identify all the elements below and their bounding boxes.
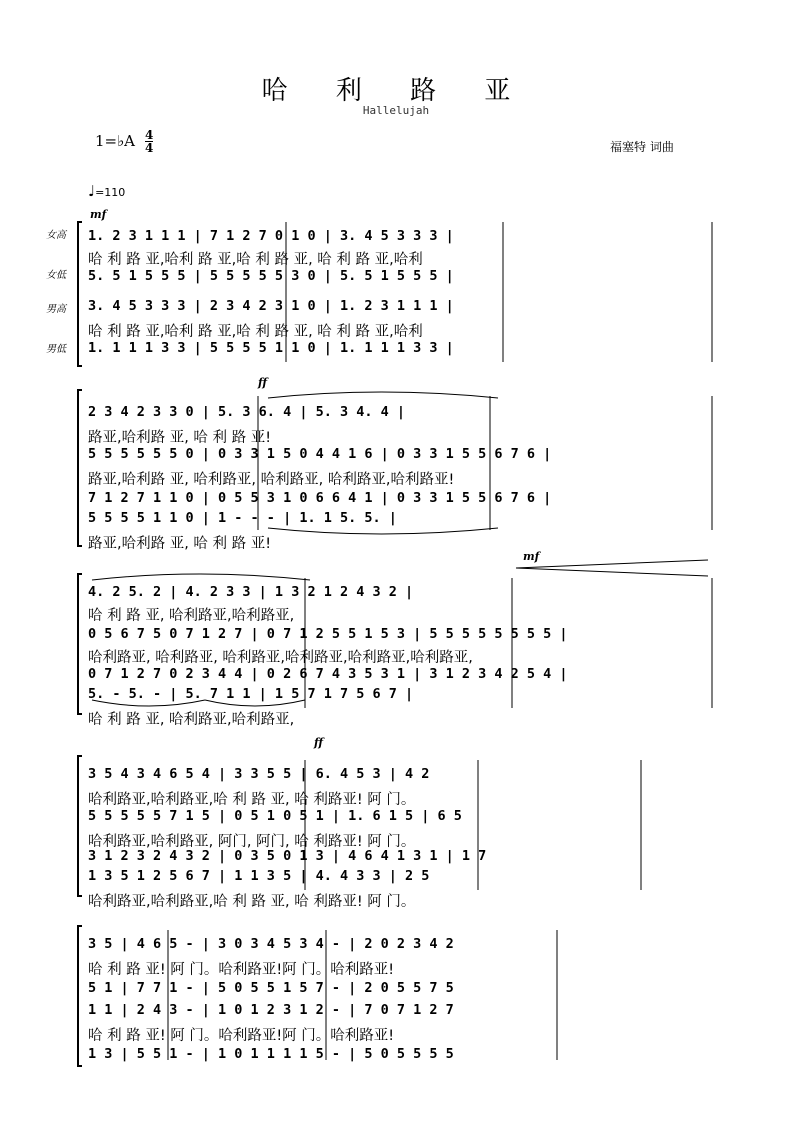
- notation-row-2-3: 5 5 5 5 5 5 0 | 0 3 3 1 5 0 4 4 1 6 | 0 3 3 1 5 5 6 7 6 |: [88, 446, 552, 462]
- lyric-row-2-4: 路亚,哈利路 亚, 哈利路亚, 哈利路亚, 哈利路亚,哈利路亚!: [88, 472, 455, 488]
- notation-row-5-3: 5 1 | 7 7 1 - | 5 0 5 5 1 5 7 - | 2 0 5 5 7 5: [88, 980, 454, 996]
- slur-1: [268, 392, 498, 398]
- notation-row-1-4: 3. 4 5 3 3 3 | 2 3 4 2 3 1 0 | 1. 2 3 1 1 1 |: [88, 298, 454, 314]
- lyric-row-2-2: 路亚,哈利路 亚, 哈 利 路 亚!: [88, 430, 272, 446]
- slur-4: [92, 700, 205, 706]
- tempo-value: =110: [95, 186, 126, 199]
- system-bracket-2: [78, 390, 82, 546]
- voice-label-alto: 女低: [46, 270, 66, 281]
- dynamic-ff-2: ff: [314, 736, 324, 749]
- composer-credit: 福塞特 词曲: [610, 140, 674, 154]
- slur-5: [205, 700, 305, 706]
- notation-row-1-6: 1. 1 1 1 3 3 | 5 5 5 5 1 1 0 | 1. 1 1 1 3 3 |: [88, 340, 454, 356]
- notation-row-2-5: 7 1 2 7 1 1 0 | 0 5 5 3 1 0 6 6 4 1 | 0 3 3 1 5 5 6 7 6 |: [88, 490, 552, 506]
- notation-row-4-3: 5 5 5 5 5 7 1 5 | 0 5 1 0 5 1 | 1. 6 1 5 | 6 5: [88, 808, 462, 824]
- notation-row-1-1: 1. 2 3 1 1 1 | 7 1 2 7 0 1 0 | 3. 4 5 3 3 3 |: [88, 228, 454, 244]
- lyric-row-5-2: 哈 利 路 亚! 阿 门。哈利路亚!阿 门。哈利路亚!: [88, 962, 395, 978]
- notation-row-4-5: 3 1 2 3 2 4 3 2 | 0 3 5 0 1 3 | 4 6 4 1 3 1 | 1 7: [88, 848, 487, 864]
- system-bracket-3: [78, 574, 82, 714]
- notation-row-5-4: 1 1 | 2 4 3 - | 1 0 1 2 3 1 2 - | 7 0 7 1 2 7: [88, 1002, 454, 1018]
- notation-row-3-6: 5. - 5. - | 5. 7 1 1 | 1 5 7 1 7 5 6 7 |: [88, 686, 414, 702]
- notation-row-5-6: 1 3 | 5 5 1 - | 1 0 1 1 1 1 5 - | 5 0 5 5 5 5: [88, 1046, 454, 1062]
- notation-row-3-3: 0 5 6 7 5 0 7 1 2 7 | 0 7 1 2 5 5 1 5 3 | 5 5 5 5 5 5 5 5 |: [88, 626, 568, 642]
- notation-row-2-1: 2 3 4 2 3 3 0 | 5. 3 6. 4 | 5. 3 4. 4 |: [88, 404, 405, 420]
- notation-row-4-6: 1 3 5 1 2 5 6 7 | 1 1 3 5 | 4. 4 3 3 | 2 5: [88, 868, 430, 884]
- page-title: 哈 利 路 亚: [261, 76, 531, 106]
- voice-label-tenor: 男高: [46, 304, 66, 315]
- notation-row-1-3: 5. 5 1 5 5 5 | 5 5 5 5 5 3 0 | 5. 5 1 5 5 5 |: [88, 268, 454, 284]
- lyric-row-2-7: 路亚,哈利路 亚, 哈 利 路 亚!: [88, 536, 272, 552]
- time-signature-bottom: 4: [145, 141, 154, 155]
- lyric-row-3-7: 哈 利 路 亚, 哈利路亚,哈利路亚,: [88, 712, 295, 728]
- voice-label-bass: 男低: [46, 344, 66, 355]
- notation-row-3-5: 0 7 1 2 7 0 2 3 4 4 | 0 2 6 7 4 3 5 3 1 | 3 1 2 3 4 2 5 4 |: [88, 666, 568, 682]
- lyric-row-1-2: 哈 利 路 亚,哈利 路 亚,哈 利 路 亚, 哈 利 路 亚,哈利: [88, 252, 423, 268]
- lyric-row-3-2: 哈 利 路 亚, 哈利路亚,哈利路亚,: [88, 608, 295, 624]
- notation-row-2-6: 5 5 5 5 1 1 0 | 1 - - - | 1. 1 5. 5. |: [88, 510, 397, 526]
- notation-row-5-1: 3 5 | 4 6 5 - | 3 0 3 4 5 3 4 - | 2 0 2 3 4 2: [88, 936, 454, 952]
- lyric-row-4-2: 哈利路亚,哈利路亚,哈 利 路 亚, 哈 利路亚! 阿 门。: [88, 792, 416, 808]
- dynamic-mf-2: mf: [523, 550, 540, 563]
- lyric-row-1-5: 哈 利 路 亚,哈利 路 亚,哈 利 路 亚, 哈 利 路 亚,哈利: [88, 324, 423, 340]
- crescendo-upper: [516, 560, 708, 568]
- notation-row-4-1: 3 5 4 3 4 6 5 4 | 3 3 5 5 | 6. 4 5 3 | 4 2: [88, 766, 430, 782]
- dynamic-ff-1: ff: [258, 376, 268, 389]
- notation-row-3-1: 4. 2 5. 2 | 4. 2 3 3 | 1 3 2 1 2 4 3 2 |: [88, 584, 414, 600]
- quarter-note-icon: ♩: [88, 182, 96, 200]
- dynamic-mf-1: mf: [90, 208, 107, 221]
- page-subtitle: Hallelujah: [362, 104, 430, 117]
- lyric-row-3-4: 哈利路亚, 哈利路亚, 哈利路亚,哈利路亚,哈利路亚,哈利路亚,: [88, 650, 473, 666]
- crescendo-lower: [516, 568, 708, 576]
- key-signature: 1=♭A: [95, 132, 136, 150]
- system-bracket-4: [78, 756, 82, 896]
- lyric-row-4-7: 哈利路亚,哈利路亚,哈 利 路 亚, 哈 利路亚! 阿 门。: [88, 894, 416, 910]
- time-signature-top: 4: [145, 128, 154, 142]
- system-bracket-5: [78, 926, 82, 1066]
- lyric-row-5-5: 哈 利 路 亚! 阿 门。哈利路亚!阿 门。哈利路亚!: [88, 1028, 395, 1044]
- lyric-row-4-4: 哈利路亚,哈利路亚, 阿门, 阿门, 哈 利路亚! 阿 门。: [88, 834, 416, 850]
- slur-2: [268, 528, 498, 534]
- voice-label-soprano: 女高: [46, 230, 66, 241]
- slur-3: [92, 574, 310, 580]
- system-bracket-1: [78, 222, 82, 366]
